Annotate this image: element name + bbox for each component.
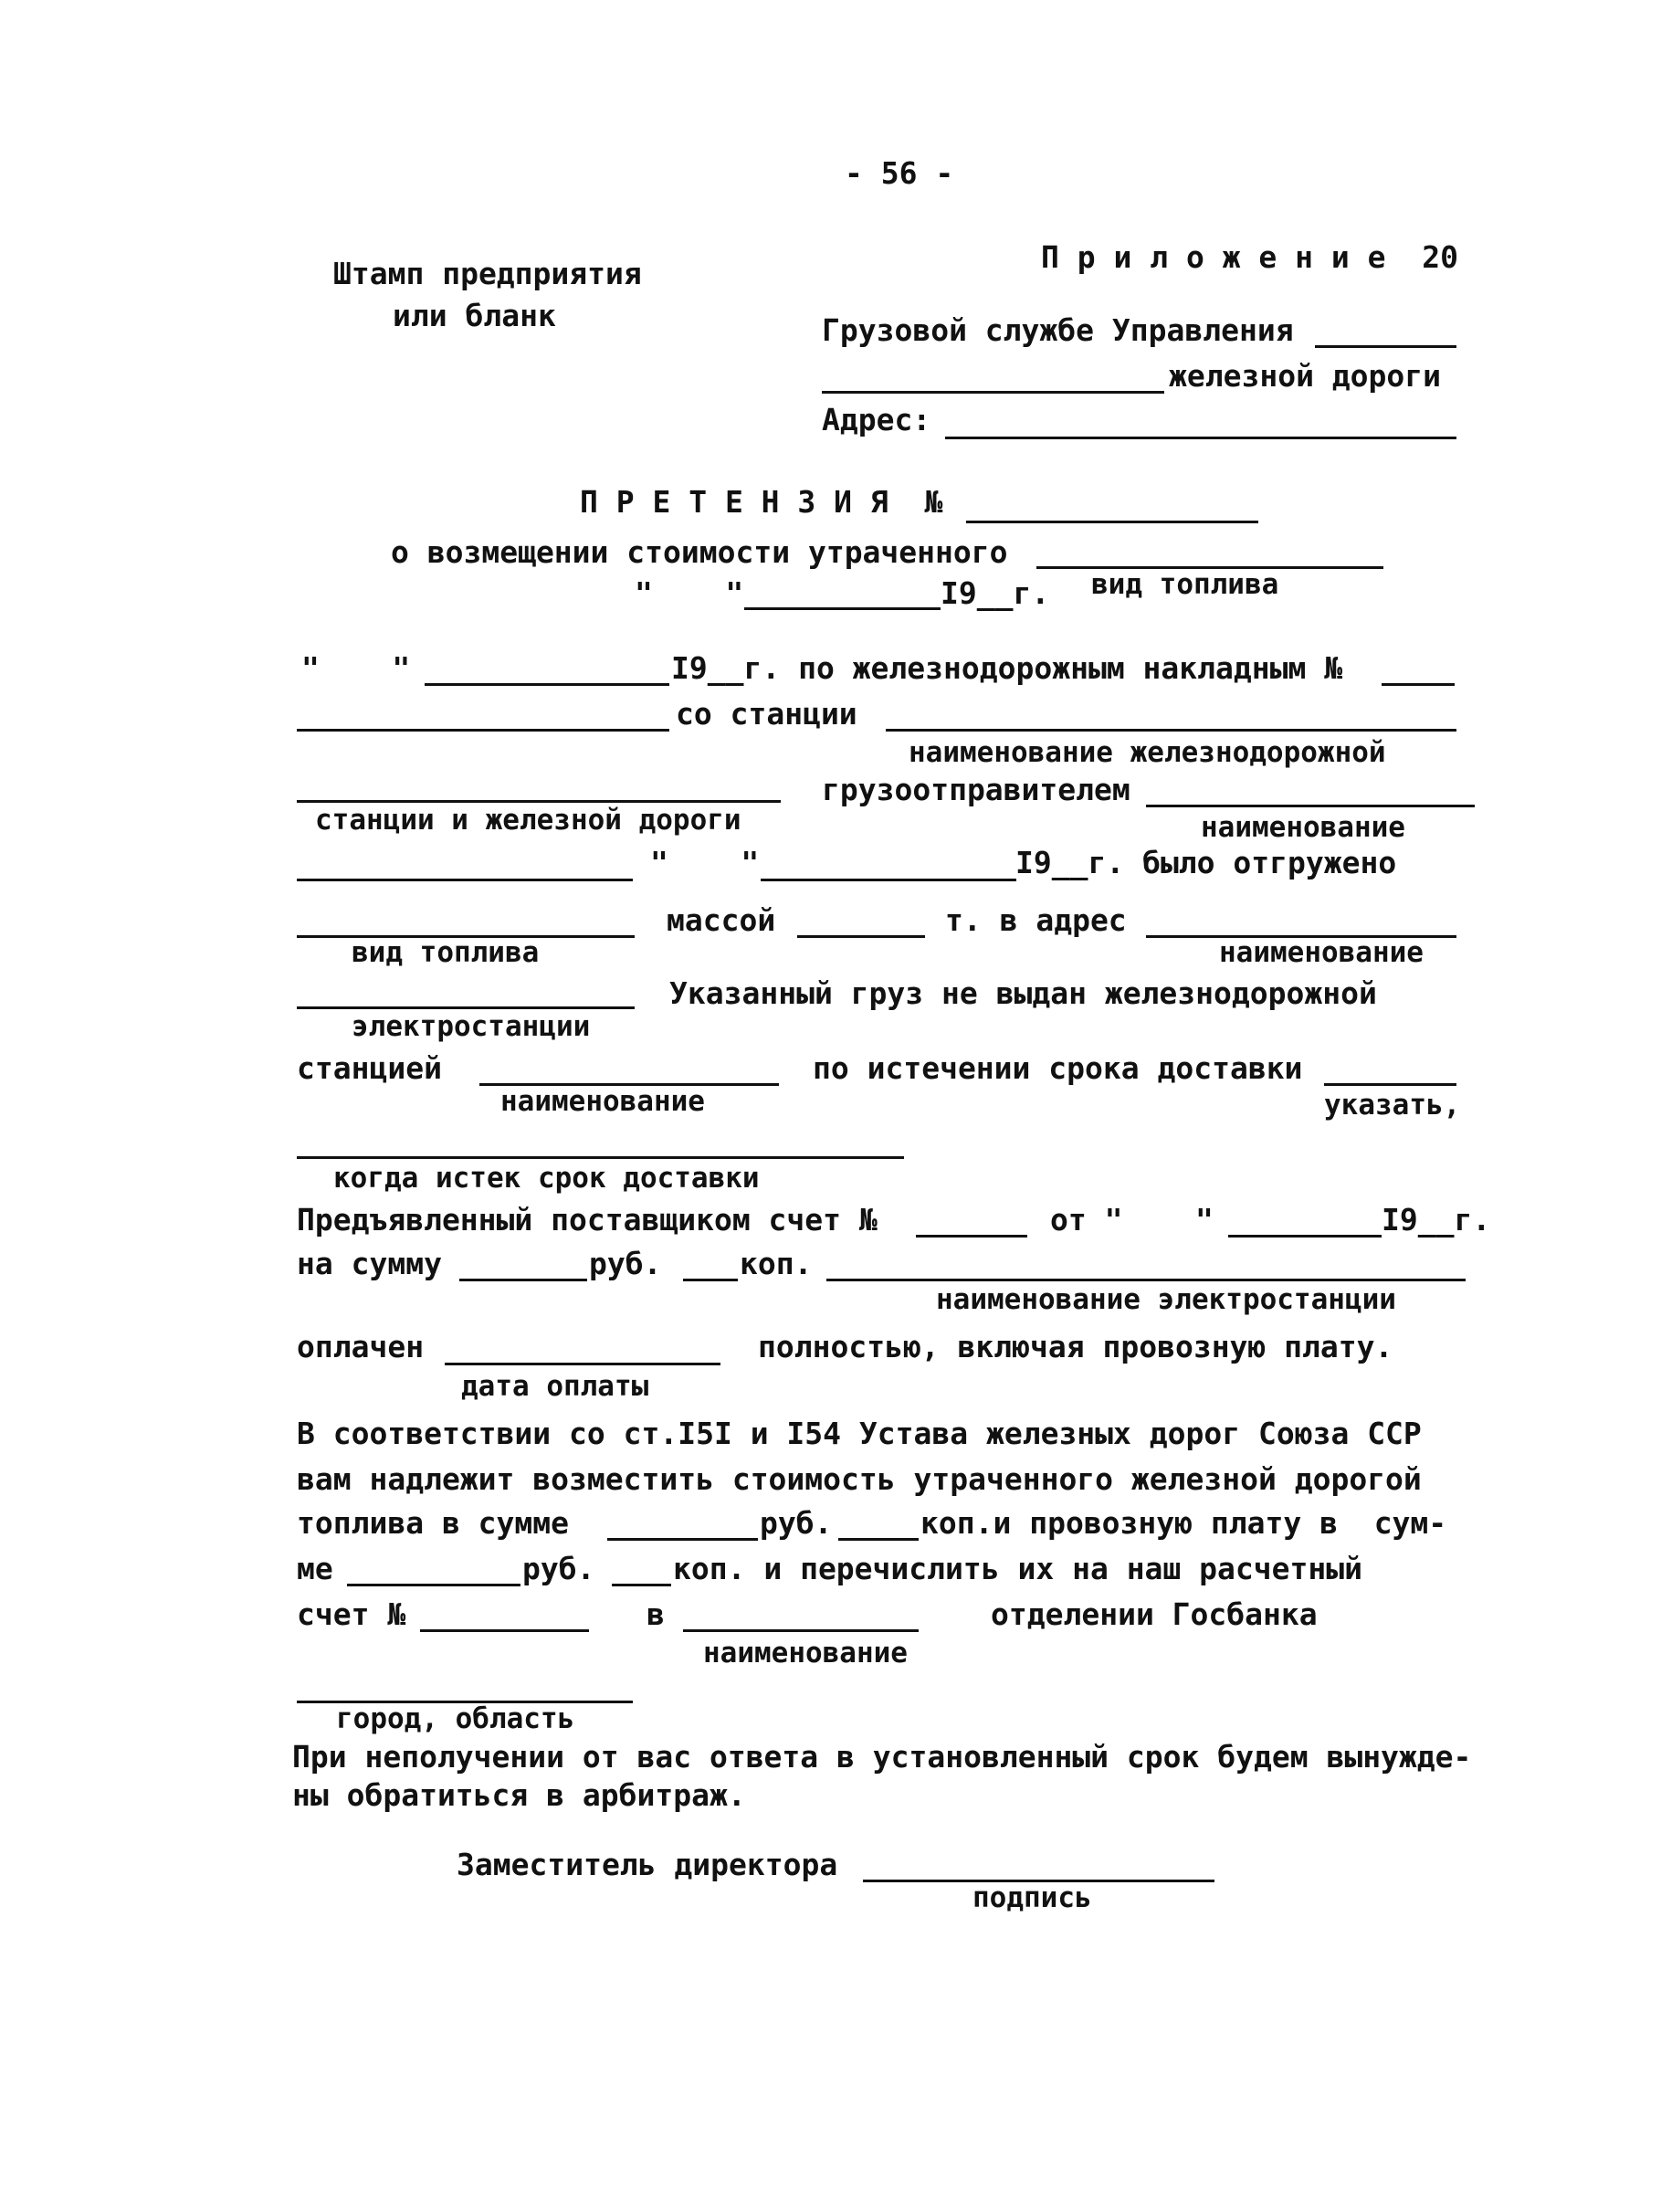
station-blank[interactable] bbox=[886, 729, 1456, 732]
claim-subject: о возмещении стоимости утраченного bbox=[391, 534, 1008, 570]
hint-consignee-name: наименование bbox=[1219, 936, 1424, 969]
pay-date-blank[interactable] bbox=[445, 1363, 720, 1365]
stamp-line-1: Штамп предприятия bbox=[333, 256, 642, 291]
paragraph-line-6: При неполучении от вас ответа в установленный срок будем вынужде- bbox=[292, 1739, 1472, 1775]
row6-text: Указанный груз не выдан железнодорожной bbox=[669, 975, 1377, 1011]
address-label: Адрес: bbox=[822, 402, 931, 437]
address-blank[interactable] bbox=[945, 437, 1456, 439]
row4-blank[interactable] bbox=[297, 879, 633, 881]
title-year: I9__г. bbox=[941, 575, 1050, 611]
appendix-label: П р и л о ж е н и е 20 bbox=[1041, 239, 1458, 275]
row4-text: I9__г. было отгружено bbox=[1015, 845, 1397, 880]
paragraph-line-1: В соответствии со ст.I5I и I54 Устава железных дорог Союза ССР bbox=[297, 1416, 1422, 1451]
hint-delivery: когда истек срок доставки bbox=[333, 1162, 760, 1195]
signature-hint: подпись bbox=[972, 1881, 1092, 1914]
row2-from-station: со станции bbox=[676, 696, 857, 732]
freight-rub-blank[interactable] bbox=[347, 1584, 520, 1586]
row1-text: I9__г. по железнодорожным накладным № bbox=[671, 650, 1343, 686]
row4-date-blank[interactable] bbox=[761, 879, 1016, 881]
row10-rub: руб. bbox=[589, 1246, 662, 1281]
row2-blank[interactable] bbox=[297, 729, 669, 732]
hint-row7-name: наименование bbox=[500, 1085, 705, 1118]
hint-shipper-name: наименование bbox=[1201, 811, 1405, 844]
row3-shipper: грузоотправителем bbox=[822, 772, 1130, 807]
shipper-blank[interactable] bbox=[1146, 805, 1475, 807]
page-number: - 56 - bbox=[845, 155, 954, 191]
hint-power-station: электростанции bbox=[352, 1010, 591, 1043]
claim-title: П Р Е Т Е Н З И Я № bbox=[580, 484, 943, 520]
sum-kop-blank[interactable] bbox=[683, 1279, 738, 1281]
claim-number-blank[interactable] bbox=[966, 521, 1258, 523]
paragraph-line-5b: в bbox=[647, 1596, 665, 1632]
row4-quote: " " bbox=[650, 845, 760, 880]
paragraph-line-4c: коп. и перечислить их на наш расчетный bbox=[673, 1551, 1362, 1586]
recipient-blank-1[interactable] bbox=[1315, 345, 1456, 348]
row7-text: по истечении срока доставки bbox=[813, 1050, 1303, 1086]
waybill-number-blank[interactable] bbox=[1382, 683, 1455, 686]
fuel-sum-kop-blank[interactable] bbox=[838, 1538, 919, 1541]
signature-label: Заместитель директора bbox=[457, 1847, 838, 1882]
power-station-blank[interactable] bbox=[297, 1006, 635, 1009]
bank-name-blank[interactable] bbox=[683, 1629, 919, 1632]
hint-pay-date: дата оплаты bbox=[461, 1370, 649, 1403]
paragraph-line-4b: руб. bbox=[522, 1551, 595, 1586]
paragraph-line-3a: топлива в сумме bbox=[297, 1505, 570, 1541]
invoice-number-blank[interactable] bbox=[916, 1235, 1027, 1238]
paragraph-line-5a: счет № bbox=[297, 1596, 406, 1632]
hint-fuel-type: вид топлива bbox=[352, 936, 540, 969]
row1-date-blank[interactable] bbox=[425, 683, 669, 686]
row10-sum: на сумму bbox=[297, 1246, 442, 1281]
hint-station-name: наименование железнодорожной bbox=[909, 736, 1386, 769]
stamp-line-2: или бланк bbox=[393, 298, 556, 333]
sum-rub-blank[interactable] bbox=[459, 1279, 587, 1281]
hint-city: город, область bbox=[336, 1702, 575, 1735]
row10-kop: коп. bbox=[740, 1246, 813, 1281]
paragraph-line-4a: ме bbox=[297, 1551, 333, 1586]
row11-paid: оплачен bbox=[297, 1329, 425, 1364]
recipient-line-2: железной дороги bbox=[1169, 358, 1442, 394]
hint-bank-name: наименование bbox=[703, 1637, 908, 1670]
recipient-line-1: Грузовой службе Управления bbox=[822, 312, 1294, 348]
delivery-expired-blank[interactable] bbox=[297, 1156, 904, 1159]
hint-power-station-name: наименование электростанции bbox=[936, 1283, 1396, 1316]
paragraph-line-3c: коп.и провозную плату в сум- bbox=[920, 1505, 1447, 1541]
station-road-blank[interactable] bbox=[297, 800, 781, 803]
row1-quote: " " bbox=[301, 650, 411, 686]
row11-text: полностью, включая провозную плату. bbox=[758, 1329, 1393, 1364]
row7-station: станцией bbox=[297, 1050, 442, 1086]
mass-blank[interactable] bbox=[797, 935, 925, 938]
row5-address: т. в адрес bbox=[945, 902, 1127, 938]
title-date-quote: " " bbox=[635, 575, 744, 611]
fuel-type-hint: вид топлива bbox=[1091, 568, 1279, 601]
row5-mass: массой bbox=[667, 902, 776, 938]
paragraph-line-7: ны обратиться в арбитраж. bbox=[292, 1777, 746, 1813]
invoice-date-blank[interactable] bbox=[1228, 1235, 1382, 1238]
row9-from: от " " bbox=[1050, 1202, 1214, 1238]
paragraph-line-5c: отделении Госбанка bbox=[991, 1596, 1318, 1632]
hint-station-road: станции и железной дороги bbox=[315, 804, 741, 837]
paragraph-line-2: вам надлежит возместить стоимость утраченного железной дорогой bbox=[297, 1461, 1422, 1497]
paragraph-line-3b: руб. bbox=[760, 1505, 833, 1541]
freight-kop-blank[interactable] bbox=[612, 1584, 671, 1586]
account-number-blank[interactable] bbox=[420, 1629, 589, 1632]
row9-year: I9__г. bbox=[1382, 1202, 1491, 1238]
delivery-blank[interactable] bbox=[1324, 1083, 1456, 1086]
recipient-blank-2[interactable] bbox=[822, 391, 1164, 394]
row9-invoice: Предъявленный поставщиком счет № bbox=[297, 1202, 878, 1238]
power-station-name-blank[interactable] bbox=[826, 1279, 1466, 1281]
fuel-sum-rub-blank[interactable] bbox=[607, 1538, 758, 1541]
hint-specify: указать, bbox=[1324, 1089, 1461, 1122]
title-date-blank[interactable] bbox=[744, 607, 941, 610]
